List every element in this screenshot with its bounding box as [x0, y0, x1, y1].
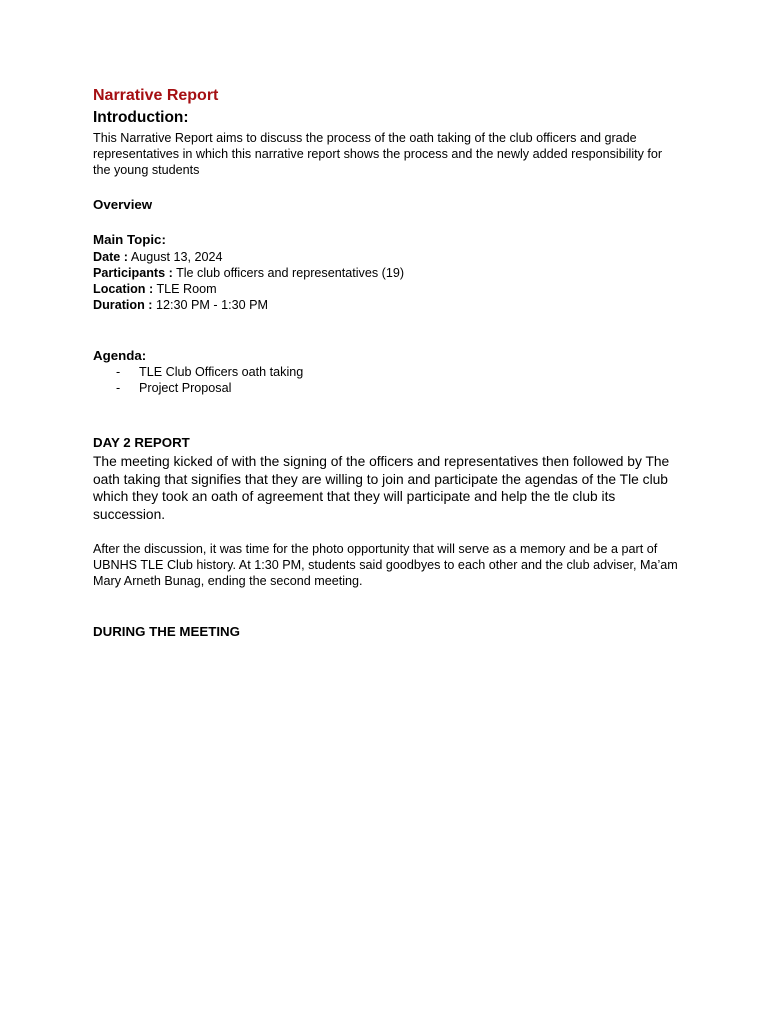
detail-location — [93, 281, 683, 297]
agenda-heading: Agenda: — [93, 348, 147, 363]
detail-participants — [93, 265, 683, 281]
detail-value: Tle club officers and representatives (19) — [176, 266, 405, 280]
meeting-details — [93, 249, 683, 313]
detail-label: Duration : — [93, 298, 153, 312]
detail-value: TLE Room — [156, 282, 217, 296]
after-discussion-text: After the discussion, it was time for the photo opportunity that will serve as a memory and be a part of UBNHS TLE Club history. At 1:30 PM, students said goodbyes to each other and the club adviser, Ma’am Mary Arneth Bunag, ending the second meeting. — [93, 542, 678, 588]
main-topic-heading: Main Topic: — [93, 232, 166, 247]
agenda-item-label: TLE Club Officers oath taking — [139, 365, 304, 379]
agenda-list — [93, 364, 683, 396]
document-title: Narrative Report — [93, 87, 219, 104]
introduction-text: This Narrative Report aims to discuss the process of the oath taking of the club officers and grade representatives in which this narrative report shows the process and the newly added responsibility for the young students — [93, 131, 663, 177]
agenda-item — [93, 380, 683, 396]
detail-label: Date : — [93, 250, 128, 264]
agenda-item — [93, 364, 683, 380]
detail-value: 12:30 PM - 1:30 PM — [155, 298, 268, 312]
agenda-item-label: Project Proposal — [139, 381, 232, 395]
detail-label: Participants : — [93, 266, 173, 280]
during-meeting-heading: DURING THE MEETING — [93, 624, 241, 639]
detail-duration — [93, 297, 683, 313]
detail-value: August 13, 2024 — [130, 250, 223, 264]
detail-label: Location : — [93, 282, 154, 296]
introduction-heading: Introduction: — [93, 109, 189, 126]
document-page — [93, 86, 683, 640]
dash-bullet: - — [116, 365, 121, 379]
detail-date — [93, 249, 683, 265]
day2-report-heading: DAY 2 REPORT — [93, 435, 190, 450]
dash-bullet: - — [116, 381, 121, 395]
overview-heading: Overview — [93, 197, 153, 212]
day2-report-text: The meeting kicked of with the signing of the officers and representatives then followed by The oath taking that signifies that they are willing to join and participate the agendas of the Tle club which they took an oath of agreement that they will participate and help the tle club its succession. — [93, 454, 670, 522]
